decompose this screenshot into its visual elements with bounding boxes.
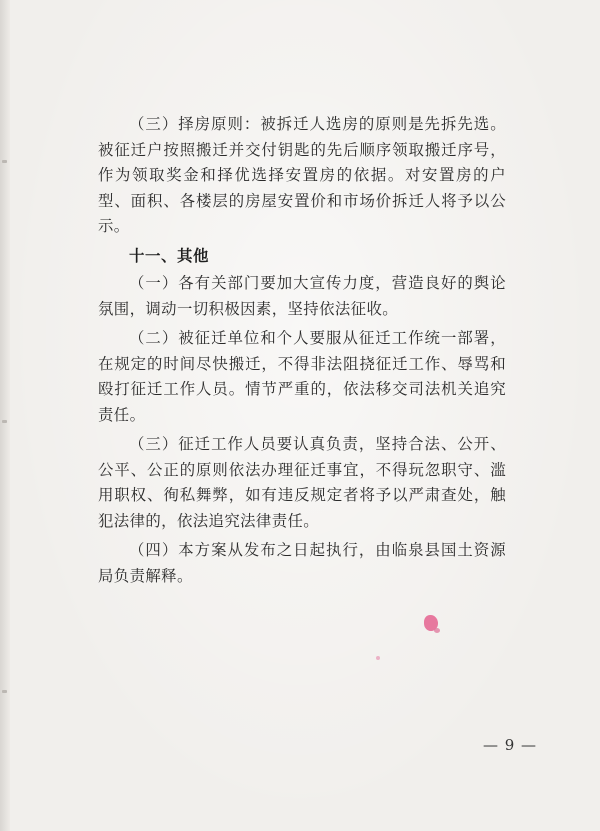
section-heading-other: 十一、其他 — [129, 246, 209, 265]
paragraph-item-3: （三）征迁工作人员要认真负责，坚持合法、公开、公平、公正的原则依法办理征迁事宜，不得玩忽职守、滥用职权、徇私舞弊，如有违反规定者将予以严肃查处，触犯法律的，依法追究法律责任。 — [98, 435, 506, 530]
binding-mark — [2, 690, 7, 693]
page-left-edge — [0, 0, 10, 831]
red-seal-mark — [376, 656, 380, 660]
page-number: — 9 — — [482, 736, 538, 754]
document-body — [98, 112, 506, 589]
paragraph-housing-selection-principle: （三）择房原则：被拆迁人选房的原则是先拆先选。被征迁户按照搬迁并交付钥匙的先后顺序领取搬迁序号，作为领取奖金和择优选择安置房的依据。对安置房的户型、面积、各楼层的房屋安置价和市场价拆迁人将予以公示。 — [98, 115, 506, 235]
paragraph-item-2: （二）被征迁单位和个人要服从征迁工作统一部署，在规定的时间尽快搬迁，不得非法阻挠征迁工作、辱骂和殴打征迁工作人员。情节严重的，依法移交司法机关追究责任。 — [98, 329, 506, 424]
paragraph-item-4: （四）本方案从发布之日起执行，由临泉县国土资源局负责解释。 — [98, 541, 506, 585]
binding-mark — [2, 160, 7, 163]
paragraph-item-1: （一）各有关部门要加大宣传力度，营造良好的舆论氛围，调动一切积极因素，坚持依法征收。 — [98, 274, 506, 318]
red-seal-mark — [434, 628, 440, 633]
binding-mark — [2, 420, 7, 423]
